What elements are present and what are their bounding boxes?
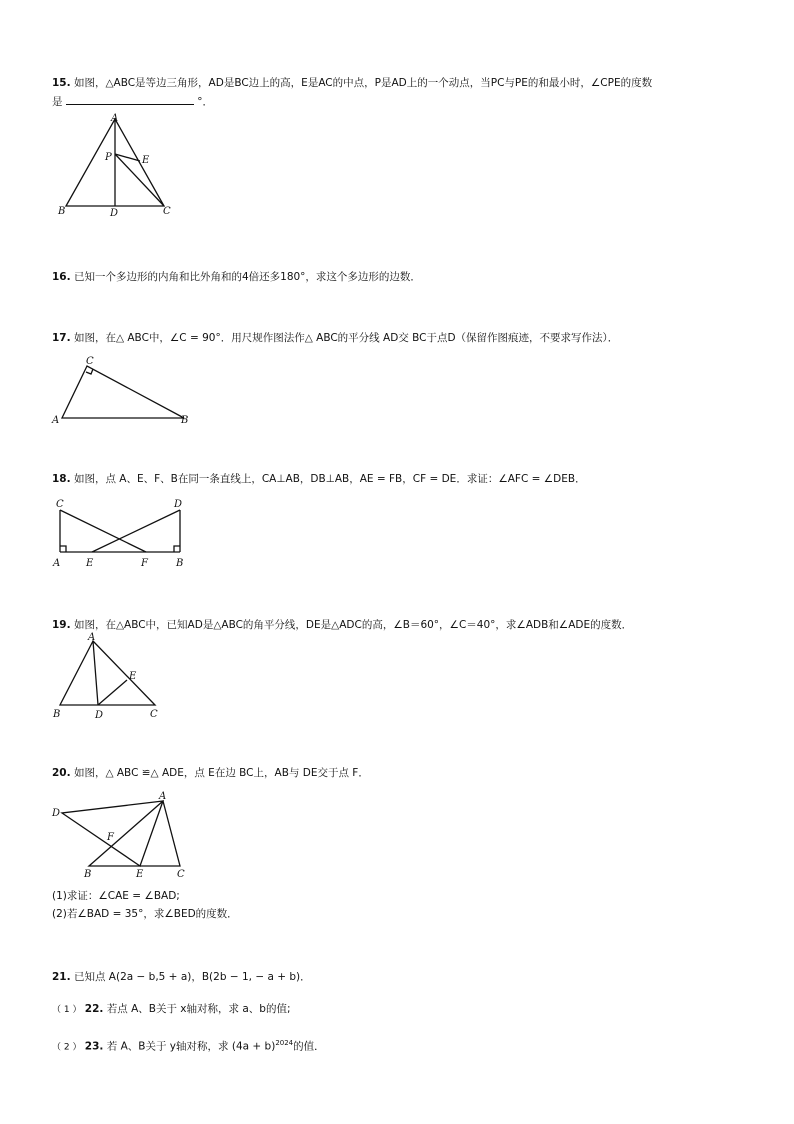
q21-part-2-number: 23. [84,1040,104,1053]
q17-label-b: B [181,415,189,426]
q20-label-c: C [177,869,185,880]
q18-segment-de [92,510,180,552]
q21-text [52,970,311,984]
q20-triangle-abc [89,801,180,866]
q19-label-d: D [95,710,104,721]
q15-label-a: A [111,113,119,124]
q15-label-d: D [110,208,119,219]
q19-label-a: A [88,632,96,643]
q21-part-2-text: 若 A、B关于 y轴对称，求 (4a + b) [106,1040,276,1053]
q21-part-1-text: 若点 A、B关于 x轴对称，求 a、b的值; [106,1003,291,1015]
q21-part-2-exponent: 2024 [275,1039,294,1047]
q18-segment-cf [60,510,146,552]
q18-label-c: C [56,499,64,510]
q19-label-b: B [53,709,61,720]
q21-part-2-mark: （ 2 ） [52,1042,82,1053]
q17-triangle [62,366,184,418]
q17-label-c: C [86,356,94,367]
q20-subquestion-1: (1)求证：∠CAE = ∠BAD; [52,890,180,902]
q19-stem: 如图，在△ABC中，已知AD是△ABC的角平分线，DE是△ADC的高，∠B＝60°，∠C＝40°，求∠ADB和∠ADE的度数． [73,619,633,631]
q20-label-f: F [107,832,114,843]
q20-label-d: D [52,808,61,819]
q17-number: 17. [52,332,71,344]
q15-label-p: P [105,152,112,163]
q18-label-e: E [86,558,94,569]
q19-triangle-abc [60,641,155,705]
q17-text [52,331,618,345]
q18-number: 18. [52,473,71,485]
q19-label-e: E [129,671,137,682]
q18-label-f: F [141,558,148,569]
q21-number: 21. [52,971,71,983]
q21-part-2-tail: 的值． [293,1040,325,1053]
q16-stem: 已知一个多边形的内角和比外角和的4倍还多180°，求这个多边形的边数． [73,271,421,283]
q20-label-a: A [159,791,167,802]
q15-stem: 如图，△ABC是等边三角形，AD是BC边上的高，E是AC的中点，P是AD上的一个动点，当PC与PE的和最小时，∠CPE的度数 [73,77,653,89]
q15-label-e: E [142,155,150,166]
q18-right-angle-a [60,546,66,552]
q20-number: 20. [52,767,71,779]
q17-right-angle-mark [86,369,93,374]
q17-stem: 如图，在△ ABC中，∠C = 90°．用尺规作图法作△ ABC的平分线 AD交 BC于点D（保留作图痕迹，不要求写作法）． [73,332,619,344]
q20-text [52,766,369,780]
q15-number: 15. [52,77,71,89]
q21-part-1 [52,1002,291,1017]
q15-label-c: C [163,206,171,217]
q18-stem: 如图，点 A、E、F、B在同一条直线上，CA⊥AB，DB⊥AB，AE = FB，CF = DE．求证：∠AFC = ∠DEB． [73,473,586,485]
q18-text [52,472,586,486]
q16-text [52,270,421,284]
q17-label-a: A [52,415,60,426]
q20-subquestion-2: (2)若∠BAD = 35°，求∠BED的度数． [52,908,238,920]
q21-part-2 [52,1036,325,1055]
q15-label-b: B [58,206,66,217]
q19-bisector-ad [93,641,98,705]
q15-stem-prefix: 是 [52,96,63,108]
q20-stem: 如图，△ ABC ≌△ ADE，点 E在边 BC上，AB与 DE交于点 F． [73,767,369,779]
q16-number: 16. [52,271,71,283]
q18-right-angle-b [174,546,180,552]
q21-part-1-mark: （ 1 ） [52,1005,82,1015]
q19-text [52,618,632,632]
q21-part-1-number: 22. [84,1003,104,1015]
q20-label-e: E [136,869,144,880]
q19-altitude-de [98,680,127,705]
q18-label-a: A [53,558,61,569]
q21-stem: 已知点 A(2a − b,5 + a)，B(2b − 1, − a + b)． [73,971,311,983]
q19-number: 19. [52,619,71,631]
q15-stem-suffix: °． [197,96,213,108]
q18-label-b: B [176,558,184,569]
q18-label-d: D [174,499,183,510]
q20-label-b: B [84,869,92,880]
q19-label-c: C [150,709,158,720]
